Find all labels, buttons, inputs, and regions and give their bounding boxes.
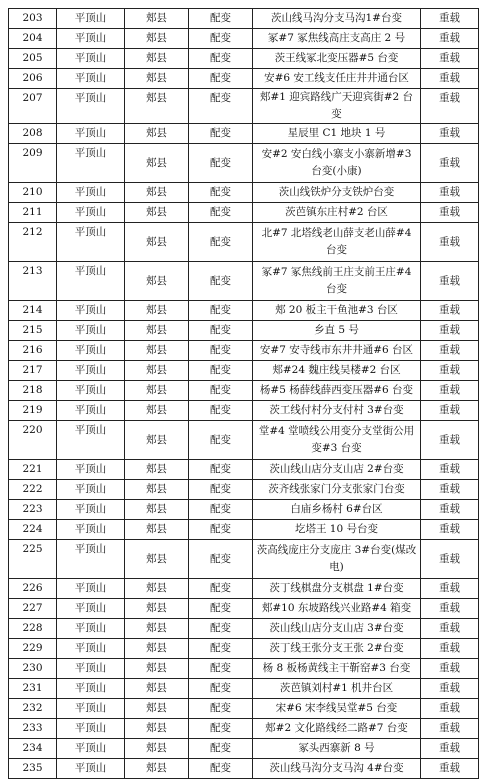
equipment-type-cell: 配变 — [189, 29, 253, 49]
table-body — [9, 9, 479, 779]
table-row — [9, 9, 479, 29]
table-row — [9, 49, 479, 69]
county-cell: 郏县 — [125, 381, 189, 401]
transformer-name-cell: 茨山线山店分支山店 2#台变 — [253, 460, 421, 480]
row-number-cell: 230 — [9, 659, 57, 679]
county-cell: 郏县 — [125, 124, 189, 144]
county-cell: 郏县 — [125, 739, 189, 759]
city-cell: 平顶山 — [57, 739, 125, 759]
equipment-type-cell: 配变 — [189, 203, 253, 223]
row-number-cell: 225 — [9, 540, 57, 579]
row-number-cell: 215 — [9, 321, 57, 341]
row-number-cell: 233 — [9, 719, 57, 739]
load-status-cell: 重载 — [421, 9, 479, 29]
county-cell: 郏县 — [125, 223, 189, 262]
equipment-type-cell: 配变 — [189, 381, 253, 401]
city-cell: 平顶山 — [57, 520, 125, 540]
transformer-name-cell: 茨工线付村分支付村 3#台变 — [253, 401, 421, 421]
equipment-type-cell: 配变 — [189, 659, 253, 679]
row-number-cell: 224 — [9, 520, 57, 540]
load-status-cell: 重载 — [421, 301, 479, 321]
equipment-type-cell: 配变 — [189, 89, 253, 124]
table-row — [9, 460, 479, 480]
row-number-cell: 203 — [9, 9, 57, 29]
county-cell: 郏县 — [125, 262, 189, 301]
row-number-cell: 214 — [9, 301, 57, 321]
row-number-cell: 234 — [9, 739, 57, 759]
city-cell: 平顶山 — [57, 223, 125, 262]
transformer-name-cell: 茨山线马沟分支马沟1#台变 — [253, 9, 421, 29]
equipment-type-cell: 配变 — [189, 619, 253, 639]
city-cell: 平顶山 — [57, 49, 125, 69]
table-row — [9, 500, 479, 520]
city-cell: 平顶山 — [57, 124, 125, 144]
equipment-type-cell: 配变 — [189, 69, 253, 89]
transformer-name-cell: 茨齐线张家门分支张家门台变 — [253, 480, 421, 500]
equipment-type-cell: 配变 — [189, 739, 253, 759]
city-cell: 平顶山 — [57, 699, 125, 719]
row-number-cell: 229 — [9, 639, 57, 659]
transformer-name-cell: 冢#7 冢焦线前王庄支前王庄#4 台变 — [253, 262, 421, 301]
county-cell: 郏县 — [125, 480, 189, 500]
city-cell: 平顶山 — [57, 599, 125, 619]
load-status-cell: 重载 — [421, 262, 479, 301]
transformer-name-cell: 茨芭镇东庄村#2 台区 — [253, 203, 421, 223]
transformer-name-cell: 杨#5 杨薛线薛西变压器#6 台变 — [253, 381, 421, 401]
row-number-cell: 228 — [9, 619, 57, 639]
row-number-cell: 205 — [9, 49, 57, 69]
row-number-cell: 208 — [9, 124, 57, 144]
row-number-cell: 223 — [9, 500, 57, 520]
row-number-cell: 217 — [9, 361, 57, 381]
load-status-cell: 重载 — [421, 381, 479, 401]
load-status-cell: 重载 — [421, 679, 479, 699]
transformer-name-cell: 茨丁线王张分支王张 2#台变 — [253, 639, 421, 659]
load-status-cell: 重载 — [421, 223, 479, 262]
equipment-type-cell: 配变 — [189, 500, 253, 520]
table-row — [9, 699, 479, 719]
equipment-type-cell: 配变 — [189, 321, 253, 341]
row-number-cell: 222 — [9, 480, 57, 500]
table-row — [9, 421, 479, 460]
transformer-name-cell: 北#7 北塔线老山薛支老山薛#4 台变 — [253, 223, 421, 262]
table-row — [9, 619, 479, 639]
load-status-cell: 重载 — [421, 89, 479, 124]
table-row — [9, 361, 479, 381]
load-status-cell: 重载 — [421, 699, 479, 719]
load-status-cell: 重载 — [421, 739, 479, 759]
city-cell: 平顶山 — [57, 361, 125, 381]
city-cell: 平顶山 — [57, 639, 125, 659]
city-cell: 平顶山 — [57, 29, 125, 49]
county-cell: 郏县 — [125, 9, 189, 29]
row-number-cell: 235 — [9, 759, 57, 779]
data-table-sheet — [8, 8, 478, 779]
city-cell: 平顶山 — [57, 719, 125, 739]
table-row — [9, 480, 479, 500]
transformer-name-cell: 白庙乡杨村 6#台区 — [253, 500, 421, 520]
transformer-name-cell: 杨 8 板杨黄线主干靳窑#3 台变 — [253, 659, 421, 679]
row-number-cell: 226 — [9, 579, 57, 599]
load-status-cell: 重载 — [421, 341, 479, 361]
load-status-cell: 重载 — [421, 759, 479, 779]
city-cell: 平顶山 — [57, 421, 125, 460]
table-row — [9, 124, 479, 144]
transformer-name-cell: 安#6 安工线支任庄井井通台区 — [253, 69, 421, 89]
equipment-type-cell: 配变 — [189, 144, 253, 183]
equipment-type-cell: 配变 — [189, 361, 253, 381]
row-number-cell: 209 — [9, 144, 57, 183]
load-status-cell: 重载 — [421, 144, 479, 183]
transformer-name-cell: 郏#10 东坡路线兴业路#4 箱变 — [253, 599, 421, 619]
county-cell: 郏县 — [125, 183, 189, 203]
equipment-type-cell: 配变 — [189, 223, 253, 262]
load-status-cell: 重载 — [421, 361, 479, 381]
city-cell: 平顶山 — [57, 460, 125, 480]
load-status-cell: 重载 — [421, 29, 479, 49]
load-status-cell: 重载 — [421, 460, 479, 480]
county-cell: 郏县 — [125, 361, 189, 381]
table-row — [9, 321, 479, 341]
table-row — [9, 401, 479, 421]
load-status-cell: 重载 — [421, 124, 479, 144]
city-cell: 平顶山 — [57, 480, 125, 500]
load-status-cell: 重载 — [421, 520, 479, 540]
city-cell: 平顶山 — [57, 579, 125, 599]
table-row — [9, 759, 479, 779]
city-cell: 平顶山 — [57, 679, 125, 699]
equipment-type-cell: 配变 — [189, 520, 253, 540]
table-row — [9, 381, 479, 401]
row-number-cell: 231 — [9, 679, 57, 699]
transformer-name-cell: 茨王线冢北变压器#5 台变 — [253, 49, 421, 69]
county-cell: 郏县 — [125, 89, 189, 124]
table-row — [9, 262, 479, 301]
city-cell: 平顶山 — [57, 500, 125, 520]
row-number-cell: 219 — [9, 401, 57, 421]
city-cell: 平顶山 — [57, 540, 125, 579]
transformer-name-cell: 茨山线铁炉分支铁炉台变 — [253, 183, 421, 203]
row-number-cell: 211 — [9, 203, 57, 223]
county-cell: 郏县 — [125, 341, 189, 361]
city-cell: 平顶山 — [57, 203, 125, 223]
load-status-cell: 重载 — [421, 659, 479, 679]
equipment-type-cell: 配变 — [189, 699, 253, 719]
load-status-cell: 重载 — [421, 203, 479, 223]
row-number-cell: 218 — [9, 381, 57, 401]
table-row — [9, 183, 479, 203]
county-cell: 郏县 — [125, 203, 189, 223]
city-cell: 平顶山 — [57, 341, 125, 361]
row-number-cell: 212 — [9, 223, 57, 262]
county-cell: 郏县 — [125, 699, 189, 719]
load-status-cell: 重载 — [421, 599, 479, 619]
table-row — [9, 579, 479, 599]
transformer-name-cell: 茨芭镇刘村#1 机井台区 — [253, 679, 421, 699]
county-cell: 郏县 — [125, 759, 189, 779]
transformer-name-cell: 冢头西寨新 8 号 — [253, 739, 421, 759]
county-cell: 郏县 — [125, 579, 189, 599]
load-status-cell: 重载 — [421, 421, 479, 460]
load-status-cell: 重载 — [421, 579, 479, 599]
city-cell: 平顶山 — [57, 321, 125, 341]
city-cell: 平顶山 — [57, 759, 125, 779]
load-status-cell: 重载 — [421, 69, 479, 89]
county-cell: 郏县 — [125, 540, 189, 579]
county-cell: 郏县 — [125, 460, 189, 480]
table-row — [9, 341, 479, 361]
transformer-name-cell: 郏 20 板主干鱼池#3 台区 — [253, 301, 421, 321]
row-number-cell: 216 — [9, 341, 57, 361]
load-status-cell: 重载 — [421, 49, 479, 69]
county-cell: 郏县 — [125, 401, 189, 421]
county-cell: 郏县 — [125, 500, 189, 520]
table-row — [9, 301, 479, 321]
equipment-type-cell: 配变 — [189, 460, 253, 480]
row-number-cell: 210 — [9, 183, 57, 203]
overload-transformer-table — [8, 8, 479, 779]
transformer-name-cell: 堂#4 堂喷线公用变分支堂街公用变#3 台变 — [253, 421, 421, 460]
transformer-name-cell: 乡直 5 号 — [253, 321, 421, 341]
transformer-name-cell: 郏#2 文化路线经二路#7 台变 — [253, 719, 421, 739]
county-cell: 郏县 — [125, 639, 189, 659]
county-cell: 郏县 — [125, 619, 189, 639]
load-status-cell: 重载 — [421, 719, 479, 739]
table-row — [9, 520, 479, 540]
county-cell: 郏县 — [125, 520, 189, 540]
table-row — [9, 29, 479, 49]
city-cell: 平顶山 — [57, 144, 125, 183]
county-cell: 郏县 — [125, 69, 189, 89]
transformer-name-cell: 宋#6 宋李线吴堂#5 台变 — [253, 699, 421, 719]
row-number-cell: 213 — [9, 262, 57, 301]
equipment-type-cell: 配变 — [189, 421, 253, 460]
equipment-type-cell: 配变 — [189, 49, 253, 69]
load-status-cell: 重载 — [421, 639, 479, 659]
city-cell: 平顶山 — [57, 401, 125, 421]
city-cell: 平顶山 — [57, 381, 125, 401]
transformer-name-cell: 茨山线山店分支山店 3#台变 — [253, 619, 421, 639]
equipment-type-cell: 配变 — [189, 759, 253, 779]
row-number-cell: 221 — [9, 460, 57, 480]
county-cell: 郏县 — [125, 301, 189, 321]
table-row — [9, 639, 479, 659]
table-row — [9, 540, 479, 579]
county-cell: 郏县 — [125, 144, 189, 183]
equipment-type-cell: 配变 — [189, 540, 253, 579]
city-cell: 平顶山 — [57, 9, 125, 29]
row-number-cell: 232 — [9, 699, 57, 719]
transformer-name-cell: 安#2 安白线小寨支小寨新增#3 台变(小康) — [253, 144, 421, 183]
row-number-cell: 207 — [9, 89, 57, 124]
county-cell: 郏县 — [125, 321, 189, 341]
city-cell: 平顶山 — [57, 69, 125, 89]
transformer-name-cell: 安#7 安寺线市东井井通#6 台区 — [253, 341, 421, 361]
load-status-cell: 重载 — [421, 500, 479, 520]
table-row — [9, 223, 479, 262]
row-number-cell: 204 — [9, 29, 57, 49]
city-cell: 平顶山 — [57, 301, 125, 321]
transformer-name-cell: 郏#24 魏庄线吴楼#2 台区 — [253, 361, 421, 381]
table-row — [9, 89, 479, 124]
city-cell: 平顶山 — [57, 262, 125, 301]
row-number-cell: 206 — [9, 69, 57, 89]
county-cell: 郏县 — [125, 679, 189, 699]
transformer-name-cell: 茨山线马沟分支马沟 4#台变 — [253, 759, 421, 779]
transformer-name-cell: 圪塔王 10 号台变 — [253, 520, 421, 540]
county-cell: 郏县 — [125, 719, 189, 739]
equipment-type-cell: 配变 — [189, 719, 253, 739]
county-cell: 郏县 — [125, 49, 189, 69]
city-cell: 平顶山 — [57, 183, 125, 203]
load-status-cell: 重载 — [421, 540, 479, 579]
load-status-cell: 重载 — [421, 480, 479, 500]
transformer-name-cell: 郏#1 迎宾路线广天迎宾街#2 台变 — [253, 89, 421, 124]
equipment-type-cell: 配变 — [189, 301, 253, 321]
transformer-name-cell: 茨丁线棋盘分支棋盘 1#台变 — [253, 579, 421, 599]
table-row — [9, 203, 479, 223]
equipment-type-cell: 配变 — [189, 679, 253, 699]
table-row — [9, 144, 479, 183]
equipment-type-cell: 配变 — [189, 262, 253, 301]
county-cell: 郏县 — [125, 29, 189, 49]
table-row — [9, 739, 479, 759]
row-number-cell: 220 — [9, 421, 57, 460]
equipment-type-cell: 配变 — [189, 599, 253, 619]
transformer-name-cell: 星辰里 C1 地块 1 号 — [253, 124, 421, 144]
city-cell: 平顶山 — [57, 659, 125, 679]
equipment-type-cell: 配变 — [189, 401, 253, 421]
table-row — [9, 679, 479, 699]
load-status-cell: 重载 — [421, 183, 479, 203]
county-cell: 郏县 — [125, 421, 189, 460]
equipment-type-cell: 配变 — [189, 579, 253, 599]
city-cell: 平顶山 — [57, 89, 125, 124]
equipment-type-cell: 配变 — [189, 9, 253, 29]
load-status-cell: 重载 — [421, 619, 479, 639]
equipment-type-cell: 配变 — [189, 639, 253, 659]
county-cell: 郏县 — [125, 599, 189, 619]
load-status-cell: 重载 — [421, 401, 479, 421]
equipment-type-cell: 配变 — [189, 480, 253, 500]
table-row — [9, 659, 479, 679]
load-status-cell: 重载 — [421, 321, 479, 341]
equipment-type-cell: 配变 — [189, 183, 253, 203]
county-cell: 郏县 — [125, 659, 189, 679]
table-row — [9, 69, 479, 89]
table-row — [9, 719, 479, 739]
transformer-name-cell: 茨高线庞庄分支庞庄 3#台变(煤改电) — [253, 540, 421, 579]
equipment-type-cell: 配变 — [189, 341, 253, 361]
equipment-type-cell: 配变 — [189, 124, 253, 144]
city-cell: 平顶山 — [57, 619, 125, 639]
row-number-cell: 227 — [9, 599, 57, 619]
transformer-name-cell: 冢#7 冢焦线高庄支高庄 2 号 — [253, 29, 421, 49]
table-row — [9, 599, 479, 619]
